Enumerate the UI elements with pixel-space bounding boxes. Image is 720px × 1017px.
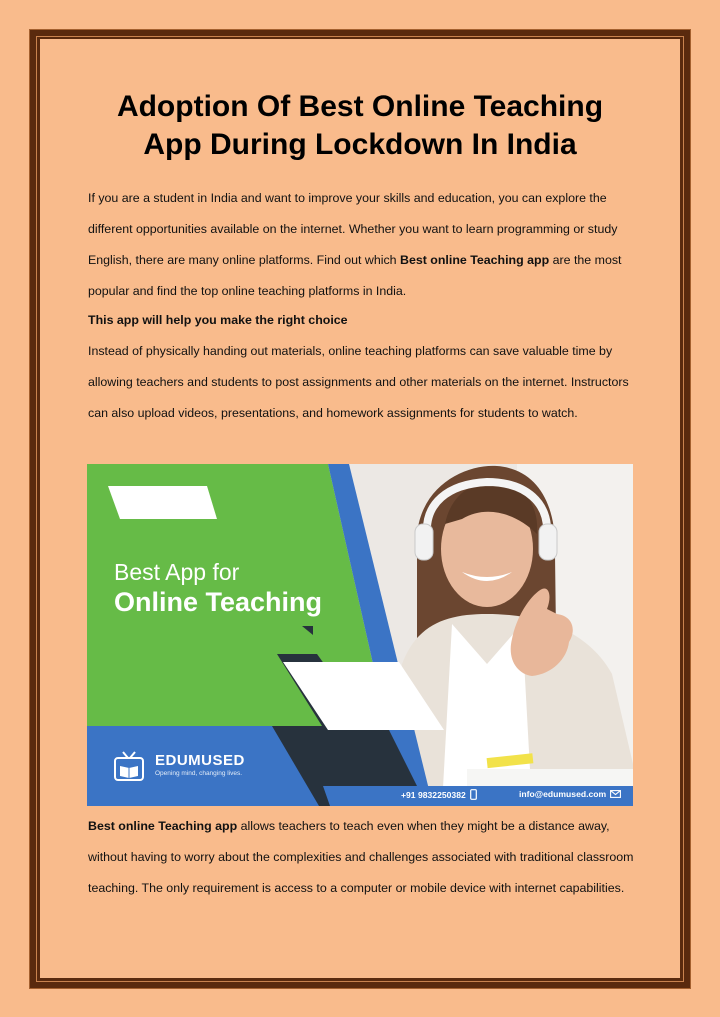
banner-heading-line-1: Best App for bbox=[114, 559, 240, 585]
phone-icon bbox=[470, 789, 477, 800]
intro-text-end: are the most popular and find the top online teaching platforms in India. bbox=[88, 253, 622, 298]
intro-text-start: If you are a student in India and want to improve your skills and education, you can explore the different opportunities available on the internet. Whether you want to learn programming or study English, there are many online platforms. Find out which bbox=[88, 191, 618, 267]
closing-paragraph bbox=[88, 811, 648, 904]
contact-email bbox=[519, 789, 621, 799]
best-app-link-2[interactable]: Best online Teaching app bbox=[88, 819, 238, 833]
email-address: info@edumused.com bbox=[519, 789, 607, 799]
closing-text: allows teachers to teach even when they might be a distance away, without having to worry about the complexities and challenges associated with traditional classroom teaching. The only requirement is access to a computer or mobile device with internet capabilities. bbox=[88, 819, 634, 895]
mail-icon bbox=[610, 790, 621, 798]
subheading: This app will help you make the right choice bbox=[88, 313, 348, 327]
body-paragraph: Instead of physically handing out materials, online teaching platforms can save valuable time by allowing teachers and students to post assignments and other materials on the internet. Instructors can also upload videos, presentations, and homework assignments for students to watch. bbox=[88, 344, 629, 420]
brand-name: EDUMUSED bbox=[155, 752, 245, 769]
best-app-link-1[interactable]: Best online Teaching app bbox=[400, 253, 550, 267]
intro-paragraph bbox=[88, 183, 648, 307]
phone-number: +91 9832250382 bbox=[401, 789, 466, 800]
title-line-2: App During Lockdown In India bbox=[143, 128, 577, 161]
page-title bbox=[60, 88, 660, 164]
promo-banner-image bbox=[87, 464, 633, 806]
brand-tagline: Opening mind, changing lives. bbox=[155, 770, 243, 777]
title-line-1: Adoption Of Best Online Teaching bbox=[116, 90, 604, 123]
banner-heading bbox=[114, 558, 322, 619]
brand bbox=[149, 752, 245, 778]
contact-phone bbox=[401, 789, 477, 800]
banner-heading-line-2: Online Teaching bbox=[114, 587, 323, 617]
